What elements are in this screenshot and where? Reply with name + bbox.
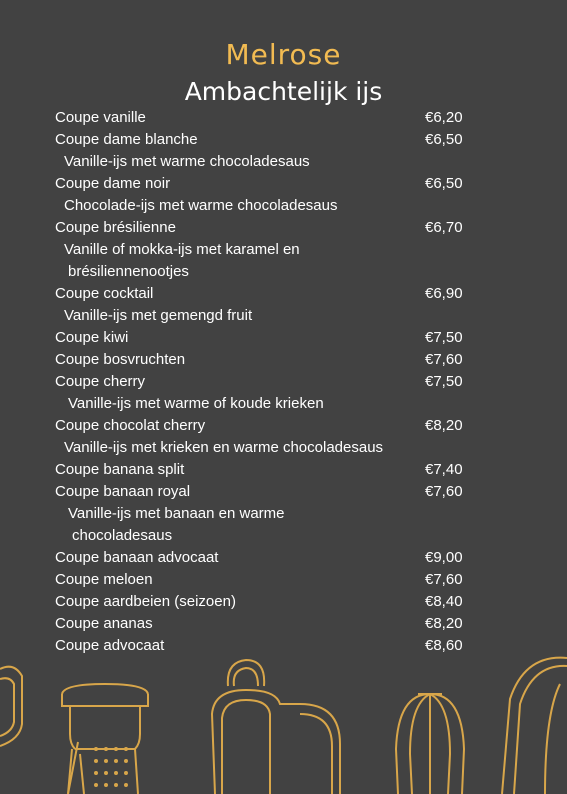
menu-item-price: €8,20 <box>425 615 463 632</box>
whisk-icon <box>396 694 464 794</box>
menu-item <box>55 129 475 151</box>
menu-item <box>55 173 475 195</box>
menu-item-name: Coupe advocaat <box>55 637 165 654</box>
menu-item-price: €7,60 <box>425 483 463 500</box>
description-text: Vanille-ijs met warme chocoladesaus <box>64 153 310 170</box>
menu-list <box>55 107 475 657</box>
menu-item-description <box>55 261 475 283</box>
menu-item-description <box>55 195 475 217</box>
description-text: Vanille of mokka-ijs met karamel en <box>64 241 300 258</box>
menu-item <box>55 327 475 349</box>
menu-item <box>55 371 475 393</box>
menu-item <box>55 107 475 129</box>
menu-item-name: Coupe kiwi <box>55 329 129 346</box>
mug-icon <box>212 660 340 794</box>
menu-item-name: Coupe meloen <box>55 571 153 588</box>
menu-item-description <box>55 437 475 459</box>
menu-item-price: €7,50 <box>425 373 463 390</box>
menu-item-name: Coupe banaan advocaat <box>55 549 219 566</box>
menu-item-price: €6,20 <box>425 109 463 126</box>
menu-item <box>55 613 475 635</box>
menu-item-name: Coupe dame noir <box>55 175 171 192</box>
description-text: Vanille-ijs met warme of koude krieken <box>68 395 324 412</box>
description-text: Chocolade-ijs met warme chocoladesaus <box>64 197 338 214</box>
menu-item-name: Coupe banana split <box>55 461 185 478</box>
menu-item-name: Coupe bosvruchten <box>55 351 186 368</box>
menu-item-name: Coupe cherry <box>55 373 146 390</box>
menu-item-name: Coupe banaan royal <box>55 483 191 500</box>
menu-item <box>55 349 475 371</box>
menu-item-name: Coupe dame blanche <box>55 131 198 148</box>
menu-item-name: Coupe brésilienne <box>55 219 176 236</box>
menu-item-description <box>55 525 475 547</box>
description-text: chocoladesaus <box>72 527 173 544</box>
menu-item-description <box>55 305 475 327</box>
description-text: Vanille-ijs met banaan en warme <box>68 505 285 522</box>
menu-item-price: €8,20 <box>425 417 463 434</box>
brand-name: Melrose <box>225 38 342 71</box>
menu-item-price: €6,50 <box>425 131 463 148</box>
menu-item-price: €6,50 <box>425 175 463 192</box>
description-text: Vanille-ijs met gemengd fruit <box>64 307 253 324</box>
menu-item-price: €6,70 <box>425 219 463 236</box>
menu-item-price: €6,90 <box>425 285 463 302</box>
menu-item-price: €8,40 <box>425 593 463 610</box>
menu-item-description <box>55 239 475 261</box>
menu-item <box>55 459 475 481</box>
menu-item-description <box>55 393 475 415</box>
menu-item-name: Coupe ananas <box>55 615 153 632</box>
kitchen-decoration <box>0 654 567 794</box>
bowl-icon <box>502 658 567 794</box>
menu-item-price: €9,00 <box>425 549 463 566</box>
menu-item-price: €7,40 <box>425 461 463 478</box>
menu-item-name: Coupe chocolat cherry <box>55 417 206 434</box>
description-text: Vanille-ijs met krieken en warme chocoladesaus <box>64 439 384 456</box>
menu-item-description <box>55 503 475 525</box>
menu-item-name: Coupe vanille <box>55 109 146 126</box>
menu-item-price: €8,60 <box>425 637 463 654</box>
menu-item <box>55 591 475 613</box>
page-title: Ambachtelijk ijs <box>184 77 383 106</box>
description-text: brésiliennenootjes <box>68 263 189 280</box>
menu-item-price: €7,50 <box>425 329 463 346</box>
menu-item <box>55 217 475 239</box>
menu-item <box>55 283 475 305</box>
menu-item <box>55 569 475 591</box>
grater-icon <box>62 684 148 794</box>
menu-item-price: €7,60 <box>425 571 463 588</box>
menu-item-price: €7,60 <box>425 351 463 368</box>
menu-item-description <box>55 151 475 173</box>
menu-item <box>55 481 475 503</box>
menu-item-name: Coupe aardbeien (seizoen) <box>55 593 236 610</box>
menu-item <box>55 547 475 569</box>
menu-item-name: Coupe cocktail <box>55 285 154 302</box>
menu-item <box>55 415 475 437</box>
kitchen-utensil-icon <box>0 667 22 746</box>
